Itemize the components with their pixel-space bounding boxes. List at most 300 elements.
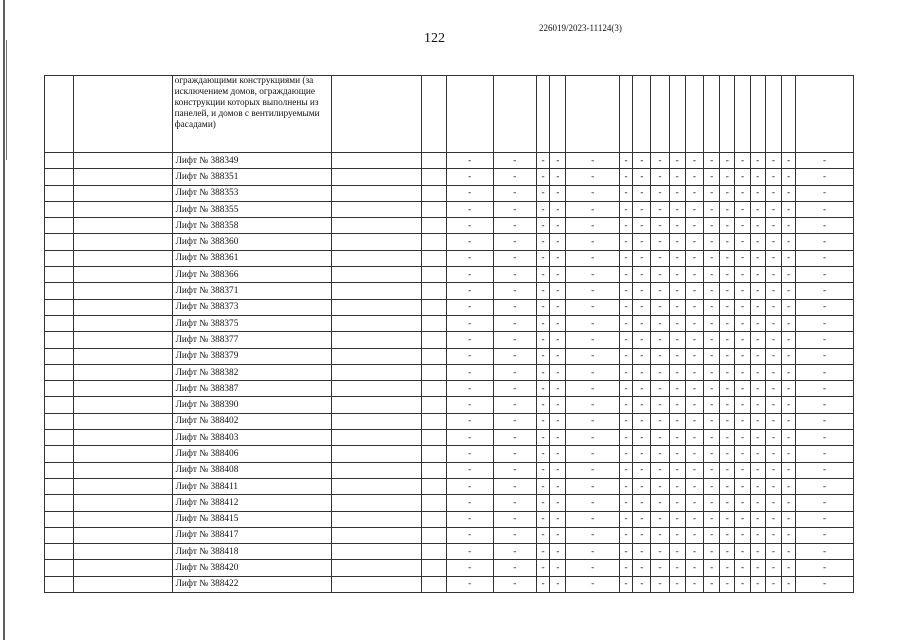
empty-value-dash: - xyxy=(620,218,633,234)
empty-value-dash: - xyxy=(735,527,750,543)
empty-value-dash: - xyxy=(446,153,493,169)
empty-value-dash: - xyxy=(765,462,781,478)
empty-value-dash: - xyxy=(750,364,765,380)
empty-value-dash: - xyxy=(537,430,550,446)
cell xyxy=(45,430,74,446)
empty-value-dash: - xyxy=(781,234,795,250)
empty-value-dash: - xyxy=(446,332,493,348)
empty-value-dash: - xyxy=(493,527,537,543)
cell xyxy=(331,169,421,185)
table-row xyxy=(45,250,854,266)
empty-value-dash: - xyxy=(620,267,633,283)
empty-value-dash: - xyxy=(620,381,633,397)
empty-value-dash: - xyxy=(781,478,795,494)
empty-value-dash: - xyxy=(669,560,685,576)
empty-value-dash: - xyxy=(720,364,735,380)
cell xyxy=(331,299,421,315)
cell xyxy=(331,283,421,299)
lift-label: Лифт № 388402 xyxy=(172,413,331,429)
empty-value-dash: - xyxy=(550,462,566,478)
empty-value-dash: - xyxy=(735,267,750,283)
empty-value-dash: - xyxy=(685,283,703,299)
cell xyxy=(421,478,446,494)
empty-value-dash: - xyxy=(781,283,795,299)
empty-value-dash: - xyxy=(651,576,669,592)
empty-value-dash: - xyxy=(633,169,651,185)
empty-value-dash: - xyxy=(620,430,633,446)
cell xyxy=(74,76,172,153)
empty-value-dash: - xyxy=(537,153,550,169)
empty-value-dash: - xyxy=(537,234,550,250)
empty-value-dash: - xyxy=(446,250,493,266)
cell xyxy=(331,413,421,429)
empty-value-dash: - xyxy=(704,169,720,185)
empty-value-dash: - xyxy=(537,576,550,592)
lift-label: Лифт № 388387 xyxy=(172,381,331,397)
empty-value-dash: - xyxy=(537,299,550,315)
empty-value-dash: - xyxy=(446,430,493,446)
cell xyxy=(45,185,74,201)
empty-value-dash: - xyxy=(550,201,566,217)
empty-value-dash: - xyxy=(550,397,566,413)
cell xyxy=(45,348,74,364)
empty-value-dash: - xyxy=(651,201,669,217)
table-row xyxy=(45,169,854,185)
empty-value-dash: - xyxy=(669,364,685,380)
cell xyxy=(796,76,854,153)
empty-value-dash: - xyxy=(750,348,765,364)
cell xyxy=(331,348,421,364)
cell xyxy=(331,430,421,446)
empty-value-dash: - xyxy=(493,299,537,315)
empty-value-dash: - xyxy=(765,397,781,413)
empty-value-dash: - xyxy=(669,201,685,217)
empty-value-dash: - xyxy=(651,250,669,266)
empty-value-dash: - xyxy=(493,332,537,348)
empty-value-dash: - xyxy=(620,348,633,364)
empty-value-dash: - xyxy=(685,544,703,560)
empty-value-dash: - xyxy=(704,234,720,250)
lift-label: Лифт № 388417 xyxy=(172,527,331,543)
cell xyxy=(45,169,74,185)
empty-value-dash: - xyxy=(446,527,493,543)
cell xyxy=(331,250,421,266)
empty-value-dash: - xyxy=(750,397,765,413)
empty-value-dash: - xyxy=(781,169,795,185)
empty-value-dash: - xyxy=(633,153,651,169)
empty-value-dash: - xyxy=(446,462,493,478)
empty-value-dash: - xyxy=(781,315,795,331)
empty-value-dash: - xyxy=(704,267,720,283)
empty-value-dash: - xyxy=(633,250,651,266)
cell xyxy=(74,218,172,234)
empty-value-dash: - xyxy=(685,153,703,169)
empty-value-dash: - xyxy=(781,576,795,592)
empty-value-dash: - xyxy=(796,511,854,527)
empty-value-dash: - xyxy=(537,250,550,266)
empty-value-dash: - xyxy=(781,153,795,169)
empty-value-dash: - xyxy=(620,544,633,560)
empty-value-dash: - xyxy=(537,267,550,283)
empty-value-dash: - xyxy=(685,315,703,331)
empty-value-dash: - xyxy=(651,544,669,560)
empty-value-dash: - xyxy=(765,332,781,348)
empty-value-dash: - xyxy=(735,397,750,413)
cell xyxy=(331,495,421,511)
empty-value-dash: - xyxy=(735,332,750,348)
empty-value-dash: - xyxy=(566,348,620,364)
empty-value-dash: - xyxy=(566,250,620,266)
empty-value-dash: - xyxy=(750,495,765,511)
cell xyxy=(74,299,172,315)
table-row xyxy=(45,283,854,299)
empty-value-dash: - xyxy=(765,576,781,592)
cell xyxy=(566,76,620,153)
cell xyxy=(421,153,446,169)
empty-value-dash: - xyxy=(550,430,566,446)
empty-value-dash: - xyxy=(446,267,493,283)
empty-value-dash: - xyxy=(781,201,795,217)
empty-value-dash: - xyxy=(750,511,765,527)
empty-value-dash: - xyxy=(685,169,703,185)
empty-value-dash: - xyxy=(446,446,493,462)
empty-value-dash: - xyxy=(651,381,669,397)
empty-value-dash: - xyxy=(720,169,735,185)
cell xyxy=(331,462,421,478)
lift-label: Лифт № 388360 xyxy=(172,234,331,250)
empty-value-dash: - xyxy=(669,234,685,250)
cell xyxy=(735,76,750,153)
empty-value-dash: - xyxy=(550,332,566,348)
empty-value-dash: - xyxy=(550,348,566,364)
empty-value-dash: - xyxy=(550,495,566,511)
empty-value-dash: - xyxy=(669,495,685,511)
empty-value-dash: - xyxy=(566,446,620,462)
empty-value-dash: - xyxy=(566,560,620,576)
empty-value-dash: - xyxy=(720,299,735,315)
empty-value-dash: - xyxy=(735,560,750,576)
empty-value-dash: - xyxy=(704,348,720,364)
empty-value-dash: - xyxy=(651,332,669,348)
cell xyxy=(45,267,74,283)
empty-value-dash: - xyxy=(537,185,550,201)
empty-value-dash: - xyxy=(781,544,795,560)
empty-value-dash: - xyxy=(685,348,703,364)
empty-value-dash: - xyxy=(669,544,685,560)
cell xyxy=(331,185,421,201)
empty-value-dash: - xyxy=(566,413,620,429)
empty-value-dash: - xyxy=(446,364,493,380)
empty-value-dash: - xyxy=(704,218,720,234)
empty-value-dash: - xyxy=(720,283,735,299)
empty-value-dash: - xyxy=(704,299,720,315)
empty-value-dash: - xyxy=(685,185,703,201)
cell xyxy=(421,430,446,446)
empty-value-dash: - xyxy=(651,446,669,462)
empty-value-dash: - xyxy=(633,397,651,413)
empty-value-dash: - xyxy=(446,169,493,185)
cell xyxy=(331,76,421,153)
cell xyxy=(45,576,74,592)
empty-value-dash: - xyxy=(669,267,685,283)
cell xyxy=(74,348,172,364)
cell xyxy=(74,201,172,217)
empty-value-dash: - xyxy=(720,495,735,511)
empty-value-dash: - xyxy=(620,397,633,413)
cell xyxy=(537,76,550,153)
empty-value-dash: - xyxy=(566,511,620,527)
cell xyxy=(331,527,421,543)
table-row xyxy=(45,430,854,446)
cell xyxy=(45,511,74,527)
empty-value-dash: - xyxy=(651,267,669,283)
cell xyxy=(651,76,669,153)
cell xyxy=(421,315,446,331)
empty-value-dash: - xyxy=(735,234,750,250)
cell xyxy=(45,397,74,413)
cell xyxy=(421,576,446,592)
empty-value-dash: - xyxy=(669,511,685,527)
empty-value-dash: - xyxy=(781,348,795,364)
cell xyxy=(421,250,446,266)
lift-label: Лифт № 388373 xyxy=(172,299,331,315)
lift-label: Лифт № 388403 xyxy=(172,430,331,446)
cell xyxy=(74,462,172,478)
empty-value-dash: - xyxy=(720,397,735,413)
empty-value-dash: - xyxy=(685,430,703,446)
empty-value-dash: - xyxy=(537,413,550,429)
empty-value-dash: - xyxy=(735,153,750,169)
empty-value-dash: - xyxy=(765,527,781,543)
empty-value-dash: - xyxy=(493,446,537,462)
empty-value-dash: - xyxy=(669,462,685,478)
cell xyxy=(633,76,651,153)
table-row xyxy=(45,153,854,169)
empty-value-dash: - xyxy=(781,364,795,380)
empty-value-dash: - xyxy=(735,315,750,331)
empty-value-dash: - xyxy=(550,381,566,397)
cell xyxy=(421,544,446,560)
empty-value-dash: - xyxy=(796,478,854,494)
empty-value-dash: - xyxy=(750,544,765,560)
empty-value-dash: - xyxy=(566,283,620,299)
empty-value-dash: - xyxy=(796,332,854,348)
empty-value-dash: - xyxy=(750,576,765,592)
table-row xyxy=(45,560,854,576)
empty-value-dash: - xyxy=(550,315,566,331)
empty-value-dash: - xyxy=(685,478,703,494)
cell xyxy=(45,560,74,576)
empty-value-dash: - xyxy=(796,430,854,446)
empty-value-dash: - xyxy=(765,560,781,576)
empty-value-dash: - xyxy=(633,511,651,527)
empty-value-dash: - xyxy=(651,397,669,413)
empty-value-dash: - xyxy=(537,201,550,217)
table-row xyxy=(45,527,854,543)
empty-value-dash: - xyxy=(620,560,633,576)
empty-value-dash: - xyxy=(446,283,493,299)
empty-value-dash: - xyxy=(566,478,620,494)
empty-value-dash: - xyxy=(685,413,703,429)
empty-value-dash: - xyxy=(704,430,720,446)
empty-value-dash: - xyxy=(765,185,781,201)
table-row xyxy=(45,576,854,592)
empty-value-dash: - xyxy=(669,153,685,169)
empty-value-dash: - xyxy=(685,201,703,217)
cell xyxy=(45,283,74,299)
empty-value-dash: - xyxy=(796,413,854,429)
empty-value-dash: - xyxy=(765,511,781,527)
work-type-description: ограждающими конструкциями (за исключением домов, ограждающие конструкции которых выполнены из панелей, и домов с вентилируемыми фасадами) xyxy=(172,76,331,153)
empty-value-dash: - xyxy=(781,495,795,511)
empty-value-dash: - xyxy=(750,299,765,315)
lift-table xyxy=(44,75,854,593)
cell xyxy=(74,153,172,169)
empty-value-dash: - xyxy=(735,446,750,462)
empty-value-dash: - xyxy=(704,283,720,299)
empty-value-dash: - xyxy=(781,381,795,397)
empty-value-dash: - xyxy=(493,462,537,478)
cell xyxy=(45,218,74,234)
empty-value-dash: - xyxy=(446,495,493,511)
lift-label: Лифт № 388358 xyxy=(172,218,331,234)
empty-value-dash: - xyxy=(566,527,620,543)
table-row xyxy=(45,397,854,413)
cell xyxy=(74,511,172,527)
empty-value-dash: - xyxy=(685,332,703,348)
cell xyxy=(45,462,74,478)
table-row xyxy=(45,381,854,397)
cell xyxy=(421,527,446,543)
empty-value-dash: - xyxy=(704,364,720,380)
empty-value-dash: - xyxy=(720,267,735,283)
cell xyxy=(421,381,446,397)
empty-value-dash: - xyxy=(537,446,550,462)
empty-value-dash: - xyxy=(735,576,750,592)
empty-value-dash: - xyxy=(796,267,854,283)
empty-value-dash: - xyxy=(781,560,795,576)
cell xyxy=(74,283,172,299)
empty-value-dash: - xyxy=(633,218,651,234)
empty-value-dash: - xyxy=(566,234,620,250)
cell xyxy=(421,283,446,299)
cell xyxy=(45,478,74,494)
cell xyxy=(421,495,446,511)
cell xyxy=(421,511,446,527)
empty-value-dash: - xyxy=(765,169,781,185)
empty-value-dash: - xyxy=(493,250,537,266)
empty-value-dash: - xyxy=(704,478,720,494)
cell xyxy=(331,544,421,560)
empty-value-dash: - xyxy=(620,495,633,511)
empty-value-dash: - xyxy=(446,185,493,201)
empty-value-dash: - xyxy=(566,315,620,331)
empty-value-dash: - xyxy=(720,153,735,169)
empty-value-dash: - xyxy=(550,283,566,299)
empty-value-dash: - xyxy=(781,250,795,266)
cell xyxy=(45,332,74,348)
cell xyxy=(331,381,421,397)
empty-value-dash: - xyxy=(796,381,854,397)
lift-label: Лифт № 388408 xyxy=(172,462,331,478)
empty-value-dash: - xyxy=(651,430,669,446)
empty-value-dash: - xyxy=(633,560,651,576)
empty-value-dash: - xyxy=(493,544,537,560)
cell xyxy=(421,201,446,217)
empty-value-dash: - xyxy=(493,381,537,397)
lift-label: Лифт № 388375 xyxy=(172,315,331,331)
empty-value-dash: - xyxy=(720,348,735,364)
cell xyxy=(421,348,446,364)
empty-value-dash: - xyxy=(620,315,633,331)
lift-label: Лифт № 388371 xyxy=(172,283,331,299)
empty-value-dash: - xyxy=(765,250,781,266)
lift-label: Лифт № 388377 xyxy=(172,332,331,348)
cell xyxy=(421,169,446,185)
empty-value-dash: - xyxy=(750,169,765,185)
empty-value-dash: - xyxy=(566,462,620,478)
empty-value-dash: - xyxy=(720,446,735,462)
lift-label: Лифт № 388353 xyxy=(172,185,331,201)
empty-value-dash: - xyxy=(704,153,720,169)
empty-value-dash: - xyxy=(765,234,781,250)
empty-value-dash: - xyxy=(566,332,620,348)
cell xyxy=(74,381,172,397)
empty-value-dash: - xyxy=(620,478,633,494)
cell xyxy=(45,299,74,315)
table-row xyxy=(45,446,854,462)
cell xyxy=(331,218,421,234)
cell xyxy=(45,446,74,462)
empty-value-dash: - xyxy=(796,299,854,315)
empty-value-dash: - xyxy=(550,364,566,380)
empty-value-dash: - xyxy=(493,397,537,413)
empty-value-dash: - xyxy=(669,315,685,331)
empty-value-dash: - xyxy=(735,299,750,315)
empty-value-dash: - xyxy=(550,153,566,169)
scan-edge-mark xyxy=(3,0,5,640)
empty-value-dash: - xyxy=(685,234,703,250)
empty-value-dash: - xyxy=(685,560,703,576)
empty-value-dash: - xyxy=(765,299,781,315)
empty-value-dash: - xyxy=(550,560,566,576)
empty-value-dash: - xyxy=(765,544,781,560)
empty-value-dash: - xyxy=(781,299,795,315)
cell xyxy=(331,332,421,348)
lift-label: Лифт № 388415 xyxy=(172,511,331,527)
empty-value-dash: - xyxy=(796,462,854,478)
empty-value-dash: - xyxy=(651,348,669,364)
empty-value-dash: - xyxy=(781,511,795,527)
empty-value-dash: - xyxy=(704,446,720,462)
empty-value-dash: - xyxy=(765,348,781,364)
table-row xyxy=(45,185,854,201)
empty-value-dash: - xyxy=(720,201,735,217)
empty-value-dash: - xyxy=(669,576,685,592)
cell xyxy=(74,446,172,462)
empty-value-dash: - xyxy=(765,430,781,446)
empty-value-dash: - xyxy=(720,430,735,446)
empty-value-dash: - xyxy=(704,332,720,348)
empty-value-dash: - xyxy=(796,185,854,201)
cell xyxy=(74,315,172,331)
cell xyxy=(331,267,421,283)
empty-value-dash: - xyxy=(651,364,669,380)
empty-value-dash: - xyxy=(704,315,720,331)
empty-value-dash: - xyxy=(796,153,854,169)
empty-value-dash: - xyxy=(550,169,566,185)
empty-value-dash: - xyxy=(750,218,765,234)
